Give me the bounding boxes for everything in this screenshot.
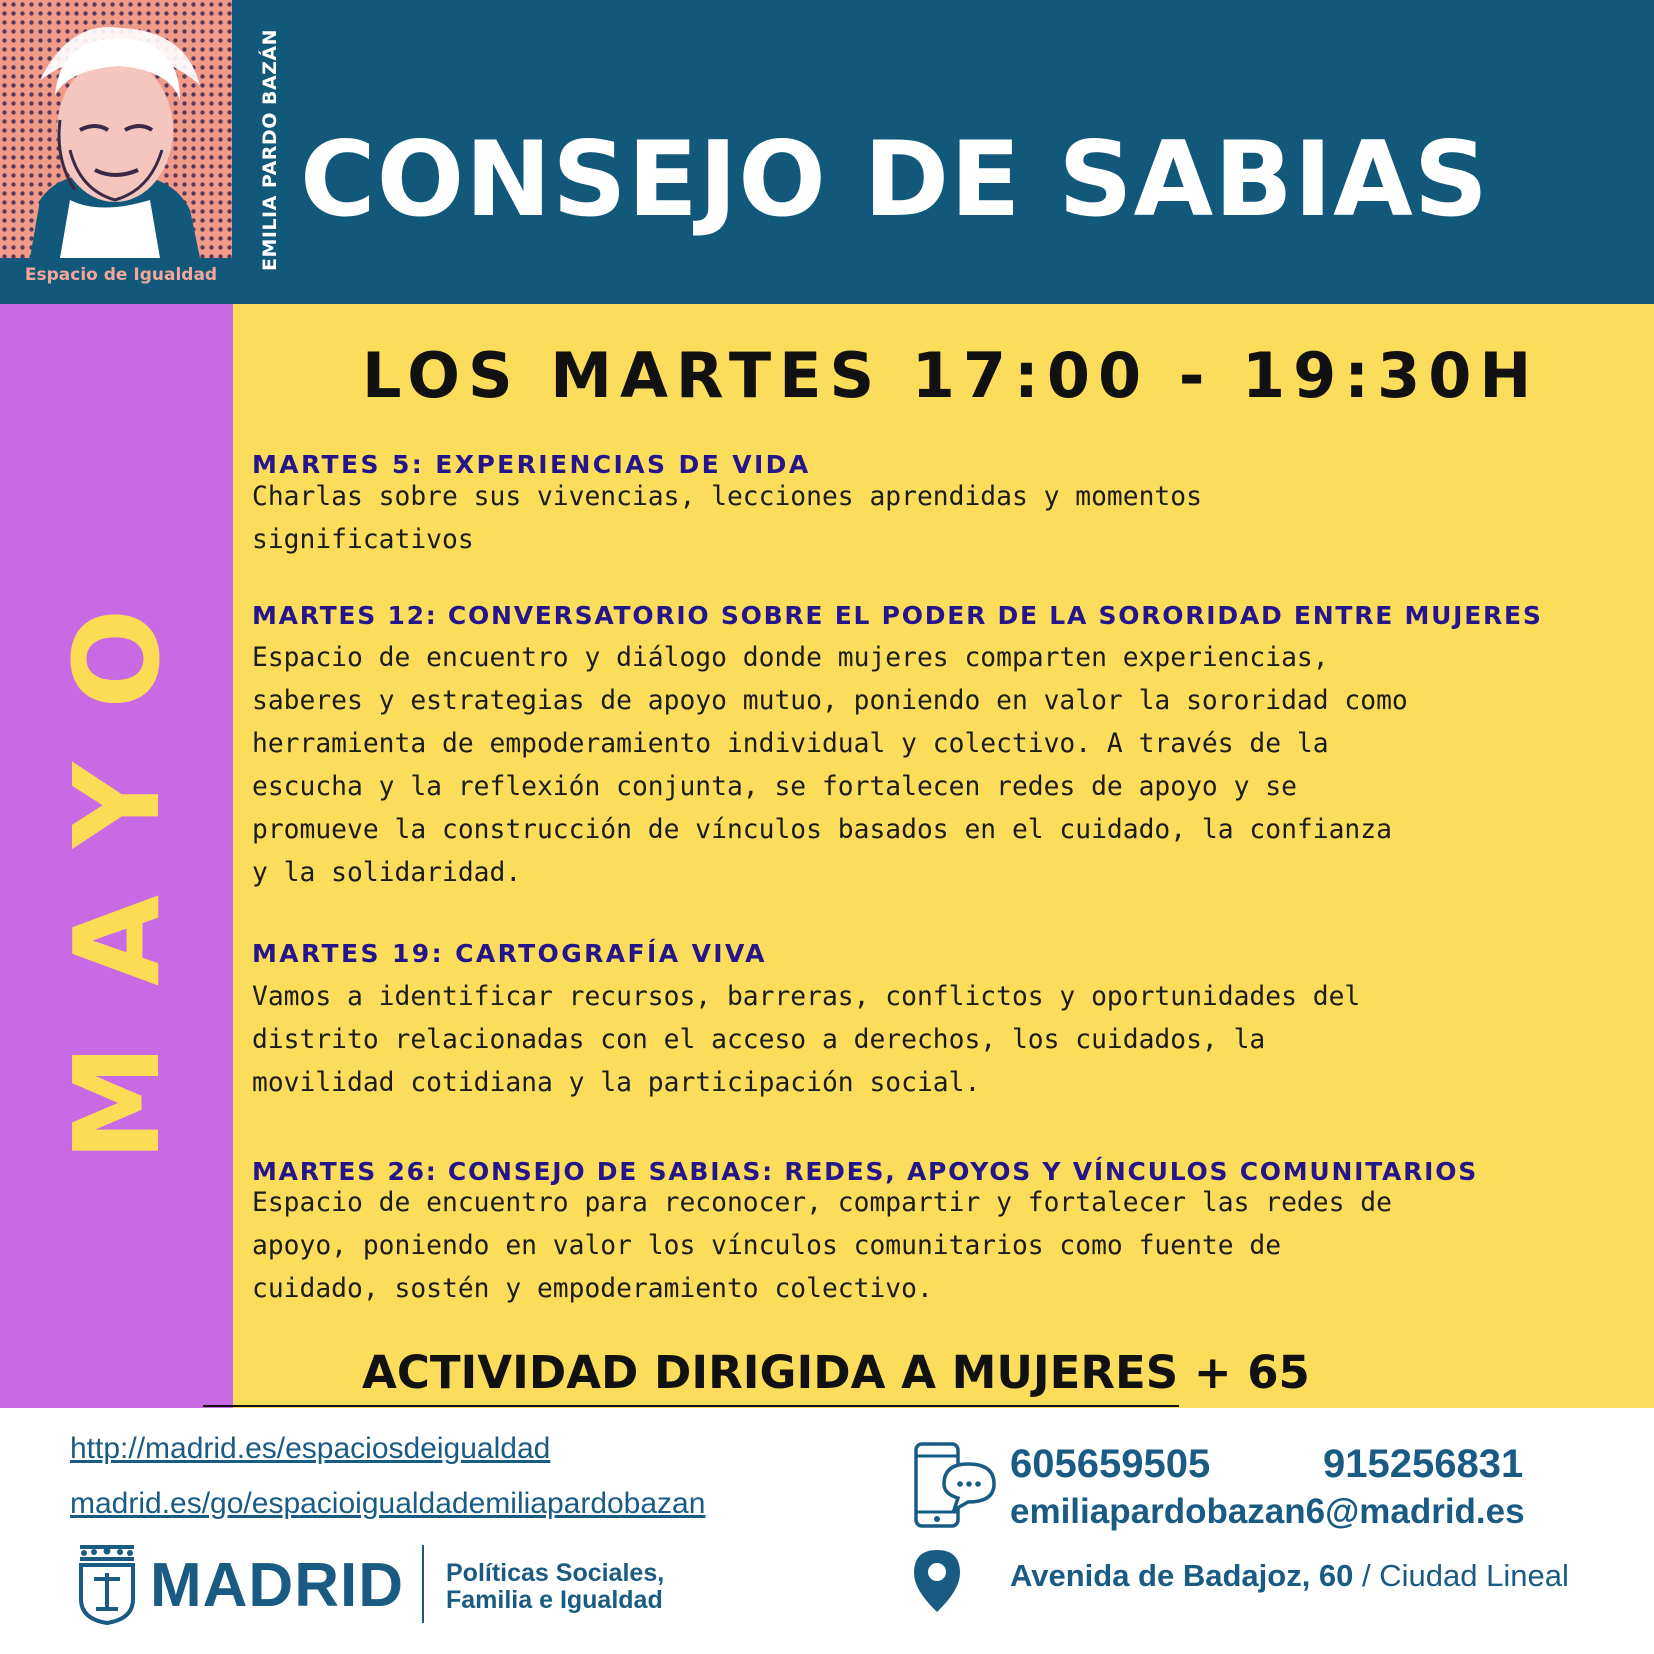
event-description: Charlas sobre sus vivencias, lecciones aprendidas y momentos significativos <box>252 482 1202 555</box>
logo <box>0 0 290 304</box>
schedule-heading: LOS MARTES 17:00 - 19:30H <box>362 339 1540 412</box>
divider <box>203 1405 1179 1407</box>
portrait-logo <box>0 0 232 258</box>
address-street: Avenida de Badajoz, 60 <box>1010 1558 1354 1593</box>
event-title: MARTES 12: CONVERSATORIO SOBRE EL PODER DE LA SORORIDAD ENTRE MUJERES <box>252 601 1543 630</box>
logo-caption: Espacio de Igualdad <box>24 265 218 285</box>
center-page-link[interactable]: madrid.es/go/espacioigualdademiliapardobazan <box>70 1487 706 1520</box>
target-audience: ACTIVIDAD DIRIGIDA A MUJERES + 65 <box>362 1346 1310 1399</box>
page-title: CONSEJO DE SABIAS <box>300 120 1489 240</box>
event-description: Espacio de encuentro para reconocer, compartir y fortalecer las redes de apoyo, poniendo en valor los vínculos comunitarios como fuente de cuidado, sostén y empoderamiento colectivo. <box>252 1188 1392 1304</box>
email-address[interactable]: emiliapardobazan6@madrid.es <box>1010 1492 1525 1531</box>
event-title: MARTES 19: CARTOGRAFÍA VIVA <box>252 939 767 968</box>
address-district: / Ciudad Lineal <box>1353 1558 1569 1593</box>
event-title: MARTES 5: EXPERIENCIAS DE VIDA <box>252 450 811 479</box>
madrid-logo-text: MADRID <box>150 1551 404 1620</box>
phone-number[interactable]: 605659505 <box>1010 1442 1211 1486</box>
logo-vertical-text: EMILIA PARDO BAZÁN <box>259 28 281 272</box>
madrid-coat-of-arms-icon <box>76 1543 138 1625</box>
address <box>1010 1556 1569 1596</box>
event-description: Vamos a identificar recursos, barreras, conflictos y oportunidades del distrito relacionadas con el acceso a derechos, los cuidados, la movilidad cotidiana y la participación social. <box>252 982 1361 1098</box>
phone-chat-icon <box>910 1440 1000 1532</box>
phone-number[interactable]: 915256831 <box>1323 1442 1524 1486</box>
location-pin-icon <box>912 1548 962 1614</box>
logo-separator <box>422 1545 424 1623</box>
event-title: MARTES 26: CONSEJO DE SABIAS: REDES, APOYOS Y VÍNCULOS COMUNITARIOS <box>252 1157 1478 1186</box>
department-name: Políticas Sociales, Familia e Igualdad <box>446 1559 665 1614</box>
month-label: MAYO <box>47 550 186 1162</box>
website-link[interactable]: http://madrid.es/espaciosdeigualdad <box>70 1432 551 1465</box>
event-description: Espacio de encuentro y diálogo donde mujeres comparten experiencias, saberes y estrategias de apoyo mutuo, poniendo en valor la sororidad como herramienta de empoderamiento individual y colectivo. A través de la escucha y la reflexión conjunta, se fortalecen redes de apoyo y se promueve la construcción de vínculos basados en el cuidado, la confianza y la solidaridad. <box>252 643 1408 888</box>
